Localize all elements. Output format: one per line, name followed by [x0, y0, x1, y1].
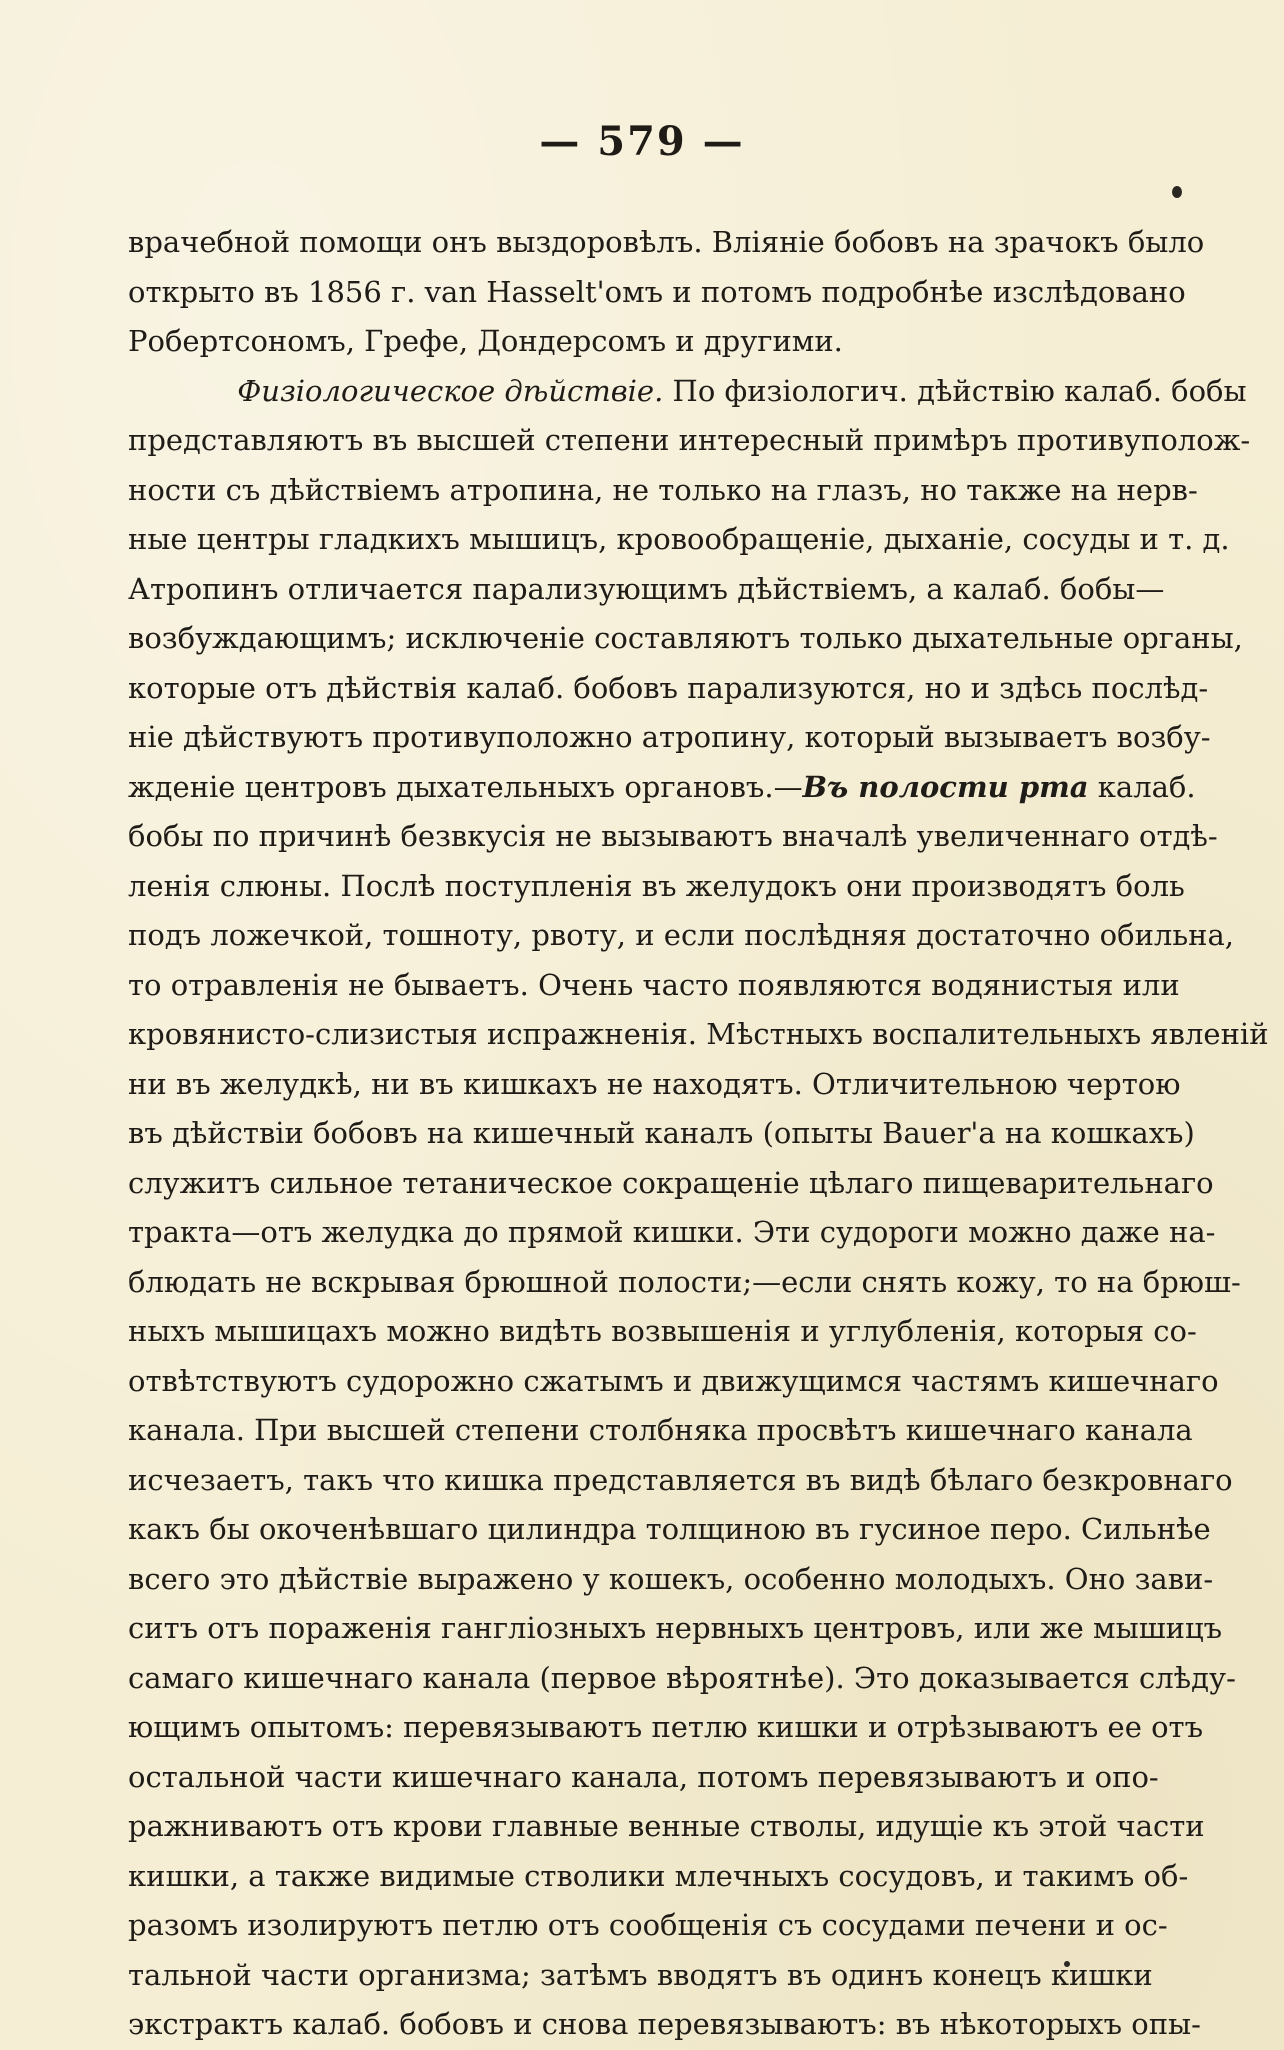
- section-heading-line: [128, 367, 1247, 417]
- text-line: ности съ дѣйствіемъ атропина, не только на глазъ, но также на нерв-: [128, 472, 1198, 507]
- text-line: экстрактъ калаб. бобовъ и снова перевязываютъ: въ нѣкоторыхъ опы-: [128, 2007, 1201, 2041]
- italic-phrase: Въ полости рта: [802, 769, 1089, 804]
- section-heading: Физіологическое дѣйствіе.: [237, 373, 664, 408]
- text-fragment: калаб.: [1097, 769, 1196, 804]
- text-line: ленія слюны. Послѣ поступленія въ желудокъ они производятъ боль: [128, 868, 1185, 903]
- text-line: ніе дѣйствуютъ противуположно атропину, который вызываетъ возбу-: [128, 720, 1211, 754]
- text-line: отвѣтствуютъ судорожно сжатымъ и движущимся частямъ кишечнаго: [128, 1363, 1219, 1398]
- text-line: разомъ изолируютъ петлю отъ сообщенія съ сосудами печени и ос-: [128, 1908, 1168, 1942]
- text-line-with-italic: [128, 763, 1196, 813]
- text-line: ные центры гладкихъ мышицъ, кровообращеніе, дыханіе, сосуды и т. д.: [128, 522, 1230, 556]
- text-line: бобы по причинѣ безвкусія не вызываютъ вначалѣ увеличеннаго отдѣ-: [128, 819, 1218, 853]
- text-fragment: жденіе центровъ дыхательныхъ органовъ.—: [128, 769, 803, 804]
- text-line: ни въ желудкѣ, ни въ кишкахъ не находятъ. Отличительною чертою: [128, 1066, 1181, 1101]
- text-line: ражниваютъ отъ крови главные венные стволы, идущіе къ этой части: [128, 1809, 1205, 1843]
- text-line: тальной части организма; затѣмъ вводятъ въ одинъ конецъ кишки: [128, 1957, 1153, 1992]
- text-line: представляютъ въ высшей степени интересный примѣръ противуполож-: [128, 423, 1251, 457]
- text-line: врачебной помощи онъ выздоровѣлъ. Вліяніе бобовъ на зрачокъ было: [128, 225, 1205, 259]
- text-line: ныхъ мышицахъ можно видѣть возвышенія и углубленія, которыя со-: [128, 1314, 1197, 1348]
- page-number: — 579 —: [539, 118, 745, 165]
- main-text: [128, 218, 1269, 2050]
- text-line: Робертсономъ, Грефе, Дондерсомъ и другими.: [128, 324, 843, 358]
- text-line: служитъ сильное тетаническое сокращеніе цѣлаго пищеварительнаго: [128, 1165, 1214, 1200]
- ink-spot: [1172, 186, 1182, 198]
- text-line: кишки, а также видимые стволики млечныхъ сосудовъ, и такимъ об-: [128, 1858, 1189, 1893]
- text-fragment: По физіологич. дѣйствію калаб. бобы: [672, 373, 1247, 408]
- text-line: Атропинъ отличается парализующимъ дѣйствіемъ, а калаб. бобы—: [128, 571, 1165, 606]
- text-line: ющимъ опытомъ: перевязываютъ петлю кишки и отрѣзываютъ ее отъ: [128, 1710, 1204, 1744]
- text-line: блюдать не вскрывая брюшной полости;—если снять кожу, то на брюш-: [128, 1264, 1241, 1299]
- text-line: открыто въ 1856 г. van Hasselt'омъ и потомъ подробнѣе изслѣдовано: [128, 274, 1186, 309]
- text-line: которые отъ дѣйствія калаб. бобовъ парализуются, но и здѣсь послѣд-: [128, 670, 1209, 705]
- text-line: возбуждающимъ; исключеніе составляютъ только дыхательные органы,: [128, 621, 1243, 655]
- text-line: какъ бы окоченѣвшаго цилиндра толщиною въ гусиное перо. Сильнѣе: [128, 1512, 1211, 1546]
- text-line: исчезаетъ, такъ что кишка представляется въ видѣ бѣлаго безкровнаго: [128, 1462, 1233, 1497]
- text-line: канала. При высшей степени столбняка просвѣтъ кишечнаго канала: [128, 1413, 1193, 1447]
- text-line: въ дѣйствіи бобовъ на кишечный каналъ (опыты Bauer'а на кошкахъ): [128, 1116, 1195, 1150]
- text-line: кровянисто-слизистыя испражненія. Мѣстныхъ воспалительныхъ явленій: [128, 1017, 1269, 1051]
- text-line: остальной части кишечнаго канала, потомъ перевязываютъ и опо-: [128, 1759, 1159, 1794]
- text-line: то отравленія не бываетъ. Очень часто появляются водянистыя или: [128, 967, 1180, 1002]
- text-line: самаго кишечнаго канала (первое вѣроятнѣе). Это доказывается слѣду-: [128, 1660, 1236, 1695]
- text-line: тракта—отъ желудка до прямой кишки. Эти судороги можно даже на-: [128, 1215, 1216, 1249]
- text-line: всего это дѣйствіе выражено у кошекъ, особенно молодыхъ. Оно зави-: [128, 1561, 1214, 1596]
- text-line: ситъ отъ пораженія гангліозныхъ нервныхъ центровъ, или же мышицъ: [128, 1611, 1223, 1645]
- text-line: подъ ложечкой, тошноту, рвоту, и если послѣдняя достаточно обильна,: [128, 918, 1234, 952]
